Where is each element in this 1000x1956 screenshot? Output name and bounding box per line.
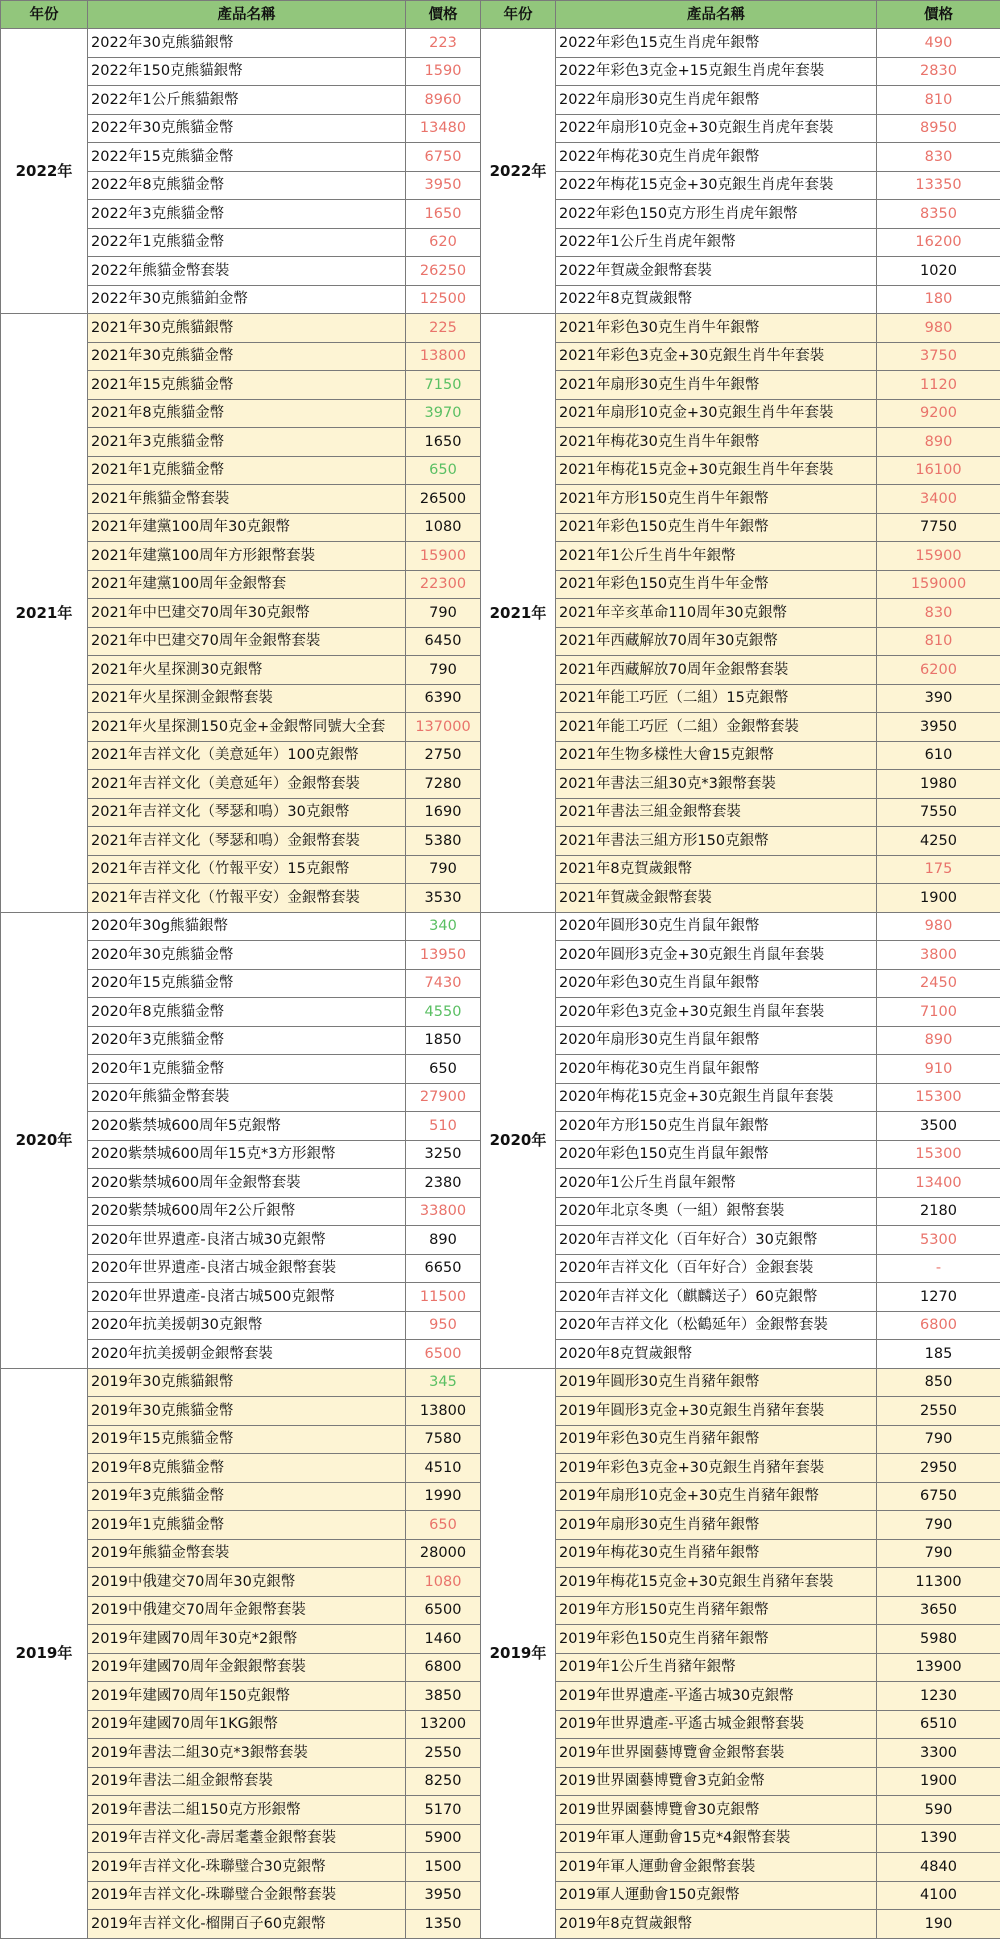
product-name: 2021年建黨100周年金銀幣套: [88, 570, 406, 599]
price-right: 850: [877, 1368, 1000, 1397]
price-right: 190: [877, 1910, 1000, 1939]
product-name-right: 2020年圓形3克金+30克銀生肖鼠年套裝: [556, 941, 877, 970]
product-name-right: 2020年北京冬奧（一組）銀幣套裝: [556, 1197, 877, 1226]
price: 26500: [406, 485, 481, 514]
price-right: 1230: [877, 1682, 1000, 1711]
product-name-right: 2019年梅花15克金+30克銀生肖豬年套裝: [556, 1568, 877, 1597]
price-right: 13900: [877, 1653, 1000, 1682]
price-right: 8950: [877, 114, 1000, 143]
price: 340: [406, 912, 481, 941]
table-row: [1, 314, 1000, 343]
price: 11500: [406, 1283, 481, 1312]
product-name: 2019年建國70周年金銀銀幣套裝: [88, 1653, 406, 1682]
product-name-right: 2021年1公斤生肖牛年銀幣: [556, 542, 877, 571]
price-right: 2830: [877, 57, 1000, 86]
product-name-right: 2021年彩色150克生肖牛年金幣: [556, 570, 877, 599]
product-name: 2020年抗美援朝金銀幣套裝: [88, 1340, 406, 1369]
price-right: 9200: [877, 399, 1000, 428]
year-cell-right: 2022年: [481, 29, 556, 314]
product-name-right: 2019軍人運動會150克銀幣: [556, 1881, 877, 1910]
product-name-right: 2022年彩色15克生肖虎年銀幣: [556, 29, 877, 58]
price-right: 180: [877, 285, 1000, 314]
product-name: 2019年吉祥文化-壽居耄耋金銀幣套裝: [88, 1824, 406, 1853]
product-name-right: 2022年彩色3克金+15克銀生肖虎年套裝: [556, 57, 877, 86]
product-name-right: 2020年梅花30克生肖鼠年銀幣: [556, 1055, 877, 1084]
product-name-right: 2019年彩色30克生肖豬年銀幣: [556, 1425, 877, 1454]
price-right: 3300: [877, 1739, 1000, 1768]
product-name: 2019中俄建交70周年30克銀幣: [88, 1568, 406, 1597]
year-cell: 2019年: [1, 1368, 88, 1938]
price-right: 15900: [877, 542, 1000, 571]
price: 1590: [406, 57, 481, 86]
price: 3950: [406, 171, 481, 200]
product-name-right: 2021年賀歲金銀幣套裝: [556, 884, 877, 913]
price: 2750: [406, 741, 481, 770]
price: 650: [406, 456, 481, 485]
price: 8960: [406, 86, 481, 115]
product-name: 2021年建黨100周年30克銀幣: [88, 513, 406, 542]
product-name-right: 2021年辛亥革命110周年30克銀幣: [556, 599, 877, 628]
product-name-right: 2021年西藏解放70周年30克銀幣: [556, 627, 877, 656]
product-name-right: 2019世界園藝博覽會30克銀幣: [556, 1796, 877, 1825]
product-name: 2021年中巴建交70周年30克銀幣: [88, 599, 406, 628]
product-name: 2021年吉祥文化（竹報平安）金銀幣套裝: [88, 884, 406, 913]
product-name-right: 2021年梅花15克金+30克銀生肖牛年套裝: [556, 456, 877, 485]
price: 3950: [406, 1881, 481, 1910]
price: 1350: [406, 1910, 481, 1939]
product-name: 2020年抗美援朝30克銀幣: [88, 1311, 406, 1340]
price: 4550: [406, 998, 481, 1027]
price: 27900: [406, 1083, 481, 1112]
year-cell-right: 2021年: [481, 314, 556, 913]
product-name-right: 2021年西藏解放70周年金銀幣套裝: [556, 656, 877, 685]
year-cell-right: 2019年: [481, 1368, 556, 1938]
price: 650: [406, 1511, 481, 1540]
product-name-right: 2019年圓形30克生肖豬年銀幣: [556, 1368, 877, 1397]
price: 1650: [406, 428, 481, 457]
product-name: 2020年世界遺產-良渚古城30克銀幣: [88, 1226, 406, 1255]
price-right: 15300: [877, 1083, 1000, 1112]
product-name: 2020年15克熊貓金幣: [88, 969, 406, 998]
price-right: 490: [877, 29, 1000, 58]
price-right: 830: [877, 143, 1000, 172]
product-name: 2021年火星探測30克銀幣: [88, 656, 406, 685]
price: 13200: [406, 1710, 481, 1739]
price: 137000: [406, 713, 481, 742]
price-right: 3500: [877, 1112, 1000, 1141]
price: 790: [406, 656, 481, 685]
price-right: 590: [877, 1796, 1000, 1825]
price-right: 3400: [877, 485, 1000, 514]
price-right: 1900: [877, 1767, 1000, 1796]
price-right: 1980: [877, 770, 1000, 799]
product-name: 2019年書法二組150克方形銀幣: [88, 1796, 406, 1825]
product-name: 2019年30克熊貓金幣: [88, 1397, 406, 1426]
product-name-right: 2021年能工巧匠（二組）15克銀幣: [556, 684, 877, 713]
price: 13800: [406, 1397, 481, 1426]
price-right: 159000: [877, 570, 1000, 599]
header-product-name: 產品名稱: [88, 1, 406, 29]
product-name: 2021年吉祥文化（竹報平安）15克銀幣: [88, 855, 406, 884]
product-name-right: 2019年8克賀歲銀幣: [556, 1910, 877, 1939]
product-name: 2021年建黨100周年方形銀幣套裝: [88, 542, 406, 571]
product-name-right: 2020年8克賀歲銀幣: [556, 1340, 877, 1369]
product-name: 2020紫禁城600周年金銀幣套裝: [88, 1169, 406, 1198]
price: 650: [406, 1055, 481, 1084]
price: 15900: [406, 542, 481, 571]
product-name-right: 2019年扇形10克金+30克生肖豬年銀幣: [556, 1482, 877, 1511]
product-name-right: 2019世界園藝博覽會3克鉑金幣: [556, 1767, 877, 1796]
product-name: 2020年世界遺產-良渚古城500克銀幣: [88, 1283, 406, 1312]
price-right: 2950: [877, 1454, 1000, 1483]
price: 1990: [406, 1482, 481, 1511]
product-name-right: 2020年扇形30克生肖鼠年銀幣: [556, 1026, 877, 1055]
price-right: 7100: [877, 998, 1000, 1027]
product-name: 2019年建國70周年150克銀幣: [88, 1682, 406, 1711]
product-name: 2022年30克熊貓銀幣: [88, 29, 406, 58]
price: 2550: [406, 1739, 481, 1768]
product-name-right: 2021年彩色30克生肖牛年銀幣: [556, 314, 877, 343]
price-right: 790: [877, 1511, 1000, 1540]
product-name: 2019年建國70周年30克*2銀幣: [88, 1625, 406, 1654]
product-name: 2021年火星探測150克金+金銀幣同號大全套: [88, 713, 406, 742]
product-name-right: 2019年世界遺產-平遙古城30克銀幣: [556, 1682, 877, 1711]
product-name: 2021年15克熊貓金幣: [88, 371, 406, 400]
price: 22300: [406, 570, 481, 599]
price-right: 5980: [877, 1625, 1000, 1654]
product-name-right: 2019年彩色3克金+30克銀生肖豬年套裝: [556, 1454, 877, 1483]
price: 1080: [406, 1568, 481, 1597]
price-right: 1120: [877, 371, 1000, 400]
table-body: [1, 29, 1000, 1939]
product-name: 2020年世界遺產-良渚古城金銀幣套裝: [88, 1254, 406, 1283]
product-name-right: 2021年彩色150克生肖牛年銀幣: [556, 513, 877, 542]
price-right: 980: [877, 912, 1000, 941]
product-name: 2022年8克熊貓金幣: [88, 171, 406, 200]
product-name-right: 2020年吉祥文化（百年好合）金銀套裝: [556, 1254, 877, 1283]
price: 3250: [406, 1140, 481, 1169]
price-right: 175: [877, 855, 1000, 884]
product-name: 2022年3克熊貓金幣: [88, 200, 406, 229]
price-right: 4100: [877, 1881, 1000, 1910]
product-name: 2022年1克熊貓金幣: [88, 228, 406, 257]
price: 12500: [406, 285, 481, 314]
price-right: 610: [877, 741, 1000, 770]
price-right: 4840: [877, 1853, 1000, 1882]
price: 1850: [406, 1026, 481, 1055]
table-row: [1, 912, 1000, 941]
product-name: 2019年1克熊貓金幣: [88, 1511, 406, 1540]
price: 6500: [406, 1596, 481, 1625]
product-name: 2021年中巴建交70周年金銀幣套裝: [88, 627, 406, 656]
product-name-right: 2022年梅花15克金+30克銀生肖虎年套裝: [556, 171, 877, 200]
product-name-right: 2022年彩色150克方形生肖虎年銀幣: [556, 200, 877, 229]
price-right: 13400: [877, 1169, 1000, 1198]
price-right: 390: [877, 684, 1000, 713]
product-name-right: 2021年扇形30克生肖牛年銀幣: [556, 371, 877, 400]
product-name: 2019年吉祥文化-榴開百子60克銀幣: [88, 1910, 406, 1939]
price: 7150: [406, 371, 481, 400]
product-name-right: 2021年扇形10克金+30克銀生肖牛年套裝: [556, 399, 877, 428]
product-name: 2019年8克熊貓金幣: [88, 1454, 406, 1483]
product-name-right: 2020年彩色3克金+30克銀生肖鼠年套裝: [556, 998, 877, 1027]
product-name: 2019年15克熊貓金幣: [88, 1425, 406, 1454]
product-name: 2019年熊貓金幣套裝: [88, 1539, 406, 1568]
header-row: [1, 1, 1000, 29]
product-name: 2020年30克熊貓金幣: [88, 941, 406, 970]
table-row: [1, 29, 1000, 58]
year-cell-right: 2020年: [481, 912, 556, 1368]
price-right: 910: [877, 1055, 1000, 1084]
product-name-right: 2022年1公斤生肖虎年銀幣: [556, 228, 877, 257]
price-right: 810: [877, 86, 1000, 115]
price-right: 2180: [877, 1197, 1000, 1226]
product-name-right: 2021年方形150克生肖牛年銀幣: [556, 485, 877, 514]
price-right: 830: [877, 599, 1000, 628]
price: 790: [406, 599, 481, 628]
price: 3970: [406, 399, 481, 428]
product-name: 2022年熊貓金幣套裝: [88, 257, 406, 286]
product-name-right: 2020年圓形30克生肖鼠年銀幣: [556, 912, 877, 941]
price: 6800: [406, 1653, 481, 1682]
price: 950: [406, 1311, 481, 1340]
price: 6500: [406, 1340, 481, 1369]
price: 1460: [406, 1625, 481, 1654]
product-name: 2021年8克熊貓金幣: [88, 399, 406, 428]
price: 28000: [406, 1539, 481, 1568]
price: 33800: [406, 1197, 481, 1226]
price-right: 980: [877, 314, 1000, 343]
price-right: 2550: [877, 1397, 1000, 1426]
price: 3530: [406, 884, 481, 913]
price: 223: [406, 29, 481, 58]
price-right: 6750: [877, 1482, 1000, 1511]
price: 1500: [406, 1853, 481, 1882]
product-name: 2019年吉祥文化-珠聯璧合30克銀幣: [88, 1853, 406, 1882]
product-name: 2019年書法二組30克*3銀幣套裝: [88, 1739, 406, 1768]
product-name: 2021年3克熊貓金幣: [88, 428, 406, 457]
price-right: 810: [877, 627, 1000, 656]
product-name-right: 2020年吉祥文化（松鶴延年）金銀幣套裝: [556, 1311, 877, 1340]
product-name: 2020年8克熊貓金幣: [88, 998, 406, 1027]
table-row: [1, 1368, 1000, 1397]
product-name: 2019年書法二組金銀幣套裝: [88, 1767, 406, 1796]
product-name: 2019年吉祥文化-珠聯璧合金銀幣套裝: [88, 1881, 406, 1910]
price: 26250: [406, 257, 481, 286]
product-name-right: 2019年圓形3克金+30克銀生肖豬年套裝: [556, 1397, 877, 1426]
product-name-right: 2019年軍人運動會金銀幣套裝: [556, 1853, 877, 1882]
price: 7580: [406, 1425, 481, 1454]
price: 620: [406, 228, 481, 257]
product-name: 2021年吉祥文化（美意延年）金銀幣套裝: [88, 770, 406, 799]
product-name-right: 2019年世界遺產-平遙古城金銀幣套裝: [556, 1710, 877, 1739]
header-price-right: 價格: [877, 1, 1000, 29]
price-right: 11300: [877, 1568, 1000, 1597]
product-name: 2021年1克熊貓金幣: [88, 456, 406, 485]
price-right: 16200: [877, 228, 1000, 257]
product-name: 2021年火星探測金銀幣套裝: [88, 684, 406, 713]
product-name: 2020紫禁城600周年2公斤銀幣: [88, 1197, 406, 1226]
price-right: 890: [877, 428, 1000, 457]
product-name: 2019年30克熊貓銀幣: [88, 1368, 406, 1397]
product-name: 2019年3克熊貓金幣: [88, 1482, 406, 1511]
price: 790: [406, 855, 481, 884]
price: 7430: [406, 969, 481, 998]
product-name: 2019年建國70周年1KG銀幣: [88, 1710, 406, 1739]
product-name: 2019中俄建交70周年金銀幣套裝: [88, 1596, 406, 1625]
product-name: 2020年3克熊貓金幣: [88, 1026, 406, 1055]
product-name: 2022年30克熊貓金幣: [88, 114, 406, 143]
price: 890: [406, 1226, 481, 1255]
price-right: 2450: [877, 969, 1000, 998]
price: 1080: [406, 513, 481, 542]
product-name-right: 2019年1公斤生肖豬年銀幣: [556, 1653, 877, 1682]
product-name: 2022年30克熊貓鉑金幣: [88, 285, 406, 314]
product-name: 2022年1公斤熊貓銀幣: [88, 86, 406, 115]
price-right: 790: [877, 1425, 1000, 1454]
header-year: 年份: [1, 1, 88, 29]
product-name-right: 2021年生物多樣性大會15克銀幣: [556, 741, 877, 770]
product-name-right: 2019年彩色150克生肖豬年銀幣: [556, 1625, 877, 1654]
price-right: 6800: [877, 1311, 1000, 1340]
header-price: 價格: [406, 1, 481, 29]
price: 8250: [406, 1767, 481, 1796]
price-right: 7550: [877, 798, 1000, 827]
product-name: 2020年熊貓金幣套裝: [88, 1083, 406, 1112]
price: 13480: [406, 114, 481, 143]
price-right: 790: [877, 1539, 1000, 1568]
price: 3850: [406, 1682, 481, 1711]
price-right: 15300: [877, 1140, 1000, 1169]
price: 13950: [406, 941, 481, 970]
price-right: 6200: [877, 656, 1000, 685]
header-year-right: 年份: [481, 1, 556, 29]
product-name-right: 2021年書法三組方形150克銀幣: [556, 827, 877, 856]
product-name-right: 2020年彩色150克生肖鼠年銀幣: [556, 1140, 877, 1169]
product-name-right: 2019年軍人運動會15克*4銀幣套裝: [556, 1824, 877, 1853]
header-product-name-right: 產品名稱: [556, 1, 877, 29]
product-name-right: 2022年扇形30克生肖虎年銀幣: [556, 86, 877, 115]
product-name-right: 2021年能工巧匠（二組）金銀幣套裝: [556, 713, 877, 742]
product-name-right: 2021年書法三組金銀幣套裝: [556, 798, 877, 827]
price: 7280: [406, 770, 481, 799]
product-name-right: 2020年1公斤生肖鼠年銀幣: [556, 1169, 877, 1198]
product-name: 2021年吉祥文化（美意延年）100克銀幣: [88, 741, 406, 770]
price-right: 13350: [877, 171, 1000, 200]
product-name-right: 2019年梅花30克生肖豬年銀幣: [556, 1539, 877, 1568]
price-right: 8350: [877, 200, 1000, 229]
product-name-right: 2019年扇形30克生肖豬年銀幣: [556, 1511, 877, 1540]
product-name-right: 2019年世界園藝博覽會金銀幣套裝: [556, 1739, 877, 1768]
product-name: 2021年熊貓金幣套裝: [88, 485, 406, 514]
product-name-right: 2021年梅花30克生肖牛年銀幣: [556, 428, 877, 457]
product-name-right: 2022年扇形10克金+30克銀生肖虎年套裝: [556, 114, 877, 143]
product-name: 2022年150克熊貓銀幣: [88, 57, 406, 86]
price-right: 185: [877, 1340, 1000, 1369]
product-name-right: 2022年8克賀歲銀幣: [556, 285, 877, 314]
price: 225: [406, 314, 481, 343]
price: 6750: [406, 143, 481, 172]
price-right: 5300: [877, 1226, 1000, 1255]
price: 6450: [406, 627, 481, 656]
price-right: 3950: [877, 713, 1000, 742]
product-name-right: 2021年8克賀歲銀幣: [556, 855, 877, 884]
product-name: 2020紫禁城600周年5克銀幣: [88, 1112, 406, 1141]
price-right: 16100: [877, 456, 1000, 485]
product-name-right: 2022年梅花30克生肖虎年銀幣: [556, 143, 877, 172]
price-right: 7750: [877, 513, 1000, 542]
price-right: 3650: [877, 1596, 1000, 1625]
price: 5380: [406, 827, 481, 856]
product-name-right: 2020年方形150克生肖鼠年銀幣: [556, 1112, 877, 1141]
price-right: 4250: [877, 827, 1000, 856]
price: 6650: [406, 1254, 481, 1283]
price: 5170: [406, 1796, 481, 1825]
price-right: 6510: [877, 1710, 1000, 1739]
product-name-right: 2022年賀歲金銀幣套裝: [556, 257, 877, 286]
price-right: 1020: [877, 257, 1000, 286]
product-name-right: 2020年彩色30克生肖鼠年銀幣: [556, 969, 877, 998]
product-name-right: 2020年梅花15克金+30克銀生肖鼠年套裝: [556, 1083, 877, 1112]
price: 510: [406, 1112, 481, 1141]
price-right: 890: [877, 1026, 1000, 1055]
product-name-right: 2020年吉祥文化（百年好合）30克銀幣: [556, 1226, 877, 1255]
product-name: 2020年30g熊貓銀幣: [88, 912, 406, 941]
price: 6390: [406, 684, 481, 713]
product-name: 2021年30克熊貓金幣: [88, 342, 406, 371]
price: 1650: [406, 200, 481, 229]
product-name: 2020紫禁城600周年15克*3方形銀幣: [88, 1140, 406, 1169]
year-cell: 2022年: [1, 29, 88, 314]
price: 1690: [406, 798, 481, 827]
price-right: 3800: [877, 941, 1000, 970]
price: 4510: [406, 1454, 481, 1483]
price-right: 1900: [877, 884, 1000, 913]
product-name-right: 2021年書法三組30克*3銀幣套裝: [556, 770, 877, 799]
price-right: 3750: [877, 342, 1000, 371]
product-name: 2022年15克熊貓金幣: [88, 143, 406, 172]
product-name: 2021年吉祥文化（琴瑟和鳴）30克銀幣: [88, 798, 406, 827]
price-right: 1270: [877, 1283, 1000, 1312]
product-name: 2020年1克熊貓金幣: [88, 1055, 406, 1084]
price-right: 1390: [877, 1824, 1000, 1853]
product-name: 2021年吉祥文化（琴瑟和鳴）金銀幣套裝: [88, 827, 406, 856]
year-cell: 2020年: [1, 912, 88, 1368]
price: 2380: [406, 1169, 481, 1198]
price-right: -: [877, 1254, 1000, 1283]
price: 345: [406, 1368, 481, 1397]
product-name-right: 2019年方形150克生肖豬年銀幣: [556, 1596, 877, 1625]
price: 13800: [406, 342, 481, 371]
product-name-right: 2020年吉祥文化（麒麟送子）60克銀幣: [556, 1283, 877, 1312]
price: 5900: [406, 1824, 481, 1853]
year-cell: 2021年: [1, 314, 88, 913]
product-name-right: 2021年彩色3克金+30克銀生肖牛年套裝: [556, 342, 877, 371]
product-name: 2021年30克熊貓銀幣: [88, 314, 406, 343]
